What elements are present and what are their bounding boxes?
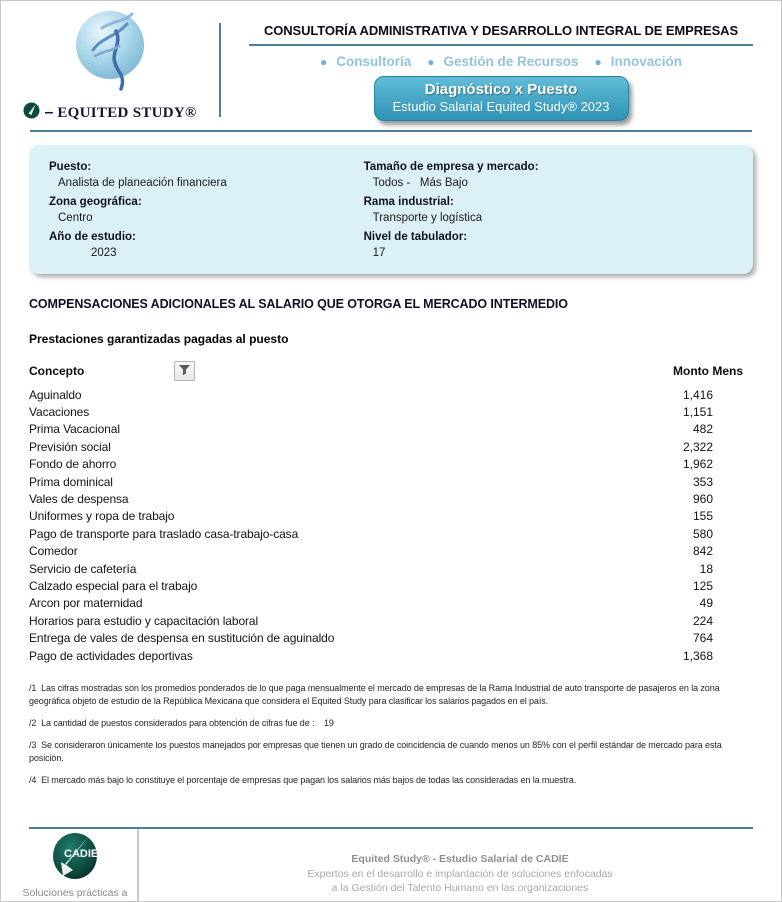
info-label: Tamaño de empresa y mercado: [363, 161, 539, 173]
cadie-logo [51, 832, 99, 885]
amount-cell: 125 [692, 578, 713, 593]
header-right [221, 9, 781, 124]
brand-block [1, 9, 219, 124]
footnotes [29, 682, 753, 787]
info-label: Nivel de tabulador: [363, 231, 468, 243]
footnote: /1 Las cifras mostradas son los promedios ponderados de lo que paga mensualmente el mercado de empresas de la Rama Industrial de auto transporte de pasajeros en la zona geográfica objeto de estudio de la República Mexicana que considera el Equited Study para clasificar los salarios pagados en el país. [29, 683, 722, 707]
subnav [320, 54, 682, 69]
table-row [29, 629, 753, 646]
info-value: 2023 [91, 247, 117, 259]
bullet-icon: ● [427, 54, 435, 69]
header [1, 1, 781, 124]
table-row [29, 490, 753, 507]
cadie-logo-text: CADIE [64, 848, 99, 860]
footnote: /4 El mercado más bajo lo constituye el porcentaje de empresas que pagan los salarios más bajos de todas las consideradas en la muestra. [29, 775, 577, 786]
amount-cell: 1,962 [682, 457, 713, 472]
footnote: /2 La cantidad de puestos considerados para obtención de cifras fue de : 19 [29, 718, 334, 729]
info-value: Analista de planeación financiera [58, 177, 227, 189]
amount-cell: 764 [692, 631, 713, 646]
report-title-badge [374, 76, 629, 121]
footer-description-1: Expertos en el desarrollo e implantación de soluciones enfocadas [307, 868, 613, 880]
brand-dash: – [44, 104, 54, 121]
bullet-icon: ● [319, 54, 328, 69]
subnav-label: Innovación [610, 54, 683, 69]
info-field [364, 161, 733, 189]
table-row [29, 473, 753, 490]
info-value: Centro [58, 212, 93, 224]
table-row [29, 456, 753, 473]
subnav-label: Consultoría [336, 54, 412, 69]
column-header-monto: Monto Mens [673, 364, 743, 378]
info-label: Zona geográfica: [49, 196, 142, 208]
filter-button[interactable] [174, 361, 195, 381]
info-label: Puesto: [49, 161, 92, 173]
subnav-item [595, 54, 683, 69]
bullet-icon: ● [594, 54, 602, 69]
footer [1, 827, 781, 901]
concept-cell: Prima Vacacional [29, 422, 120, 437]
footer-description-2: a la Gestión del Talento Humano en las organizaciones [331, 882, 589, 894]
concept-cell: Arcon por maternidad [29, 596, 143, 611]
table-row [29, 438, 753, 455]
concept-cell: Uniformes y ropa de trabajo [29, 509, 175, 524]
concept-cell: Comedor [29, 544, 78, 559]
amount-cell: 18 [699, 561, 713, 576]
footer-tagline: Soluciones prácticas a [22, 887, 128, 899]
concept-cell: Aguinaldo [29, 387, 82, 402]
table-row [29, 386, 753, 403]
amount-cell: 2,322 [682, 439, 713, 454]
title-rule [249, 44, 752, 46]
amount-cell: 155 [692, 509, 713, 524]
benefits-table [29, 361, 753, 664]
equited-sphere-logo [70, 9, 150, 100]
info-value: 17 [372, 247, 386, 259]
column-header-concepto: Concepto [29, 364, 85, 378]
concept-cell: Calzado especial para el trabajo [29, 578, 198, 593]
info-label: Rama industrial: [363, 196, 454, 208]
section-subheading: Prestaciones garantizadas pagadas al puesto [29, 332, 289, 346]
position-info-panel [29, 145, 753, 274]
table-row [29, 543, 753, 560]
brand-name: EQUITED STUDY® [57, 104, 197, 121]
concept-cell: Vales de despensa [29, 492, 129, 507]
info-value: Transporte y logística [372, 212, 483, 224]
cadie-mini-logo-icon [23, 102, 40, 124]
concept-cell: Previsión social [29, 439, 111, 454]
amount-cell: 960 [692, 492, 713, 507]
table-row [29, 560, 753, 577]
footer-brand-block [13, 829, 139, 901]
concept-cell: Servicio de cafetería [29, 561, 137, 576]
subnav-item [427, 54, 578, 69]
amount-cell: 842 [692, 544, 713, 559]
amount-cell: 49 [699, 596, 713, 611]
concept-cell: Pago de actividades deportivas [29, 648, 193, 663]
info-field [49, 196, 364, 224]
amount-cell: 353 [692, 474, 713, 489]
footnote: /3 Se consideraron únicamente los puestos manejados por empresas que tienen un grado de coincidencia de cuando menos un 85% con el perfil estándar de mercado para esta posición. [29, 740, 725, 764]
concept-cell: Pago de transporte para traslado casa-trabajo-casa [29, 526, 299, 541]
info-field [49, 161, 364, 189]
subnav-item [320, 54, 411, 69]
info-field [364, 196, 733, 224]
filter-funnel-icon [178, 364, 191, 379]
concept-cell: Horarios para estudio y capacitación laboral [29, 613, 259, 628]
badge-subtitle: Estudio Salarial Equited Study® 2023 [392, 99, 610, 114]
table-row [29, 525, 753, 542]
badge-title: Diagnóstico x Puesto [424, 81, 578, 98]
company-title: CONSULTORÍA ADMINISTRATIVA Y DESARROLLO INTEGRAL DE EMPRESAS [263, 23, 739, 38]
amount-cell: 1,151 [682, 405, 713, 420]
table-row [29, 595, 753, 612]
section-heading: COMPENSACIONES ADICIONALES AL SALARIO QUE OTORGA EL MERCADO INTERMEDIO [29, 297, 568, 311]
table-row [29, 403, 753, 420]
info-value: Todos - Más Bajo [372, 177, 468, 189]
table-header [29, 361, 753, 381]
table-row [29, 612, 753, 629]
table-row [29, 647, 753, 664]
table-rows [29, 386, 753, 664]
amount-cell: 580 [692, 526, 713, 541]
amount-cell: 1,416 [682, 387, 713, 402]
info-label: Año de estudio: [49, 231, 136, 243]
concept-cell: Prima dominical [29, 474, 113, 489]
table-row [29, 577, 753, 594]
info-field [364, 231, 733, 259]
info-field [49, 231, 364, 259]
footer-study-title: Equited Study® - Estudio Salarial de CADIE [351, 853, 569, 865]
amount-cell: 1,368 [682, 648, 713, 663]
amount-cell: 224 [692, 613, 713, 628]
table-row [29, 508, 753, 525]
amount-cell: 482 [692, 422, 713, 437]
table-row [29, 421, 753, 438]
concept-cell: Entrega de vales de despensa en sustitución de aguinaldo [29, 631, 335, 646]
footer-text-block [139, 829, 781, 901]
subnav-label: Gestión de Recursos [443, 54, 579, 69]
header-rule [30, 130, 752, 132]
concept-cell: Fondo de ahorro [29, 457, 117, 472]
concept-cell: Vacaciones [29, 405, 90, 420]
